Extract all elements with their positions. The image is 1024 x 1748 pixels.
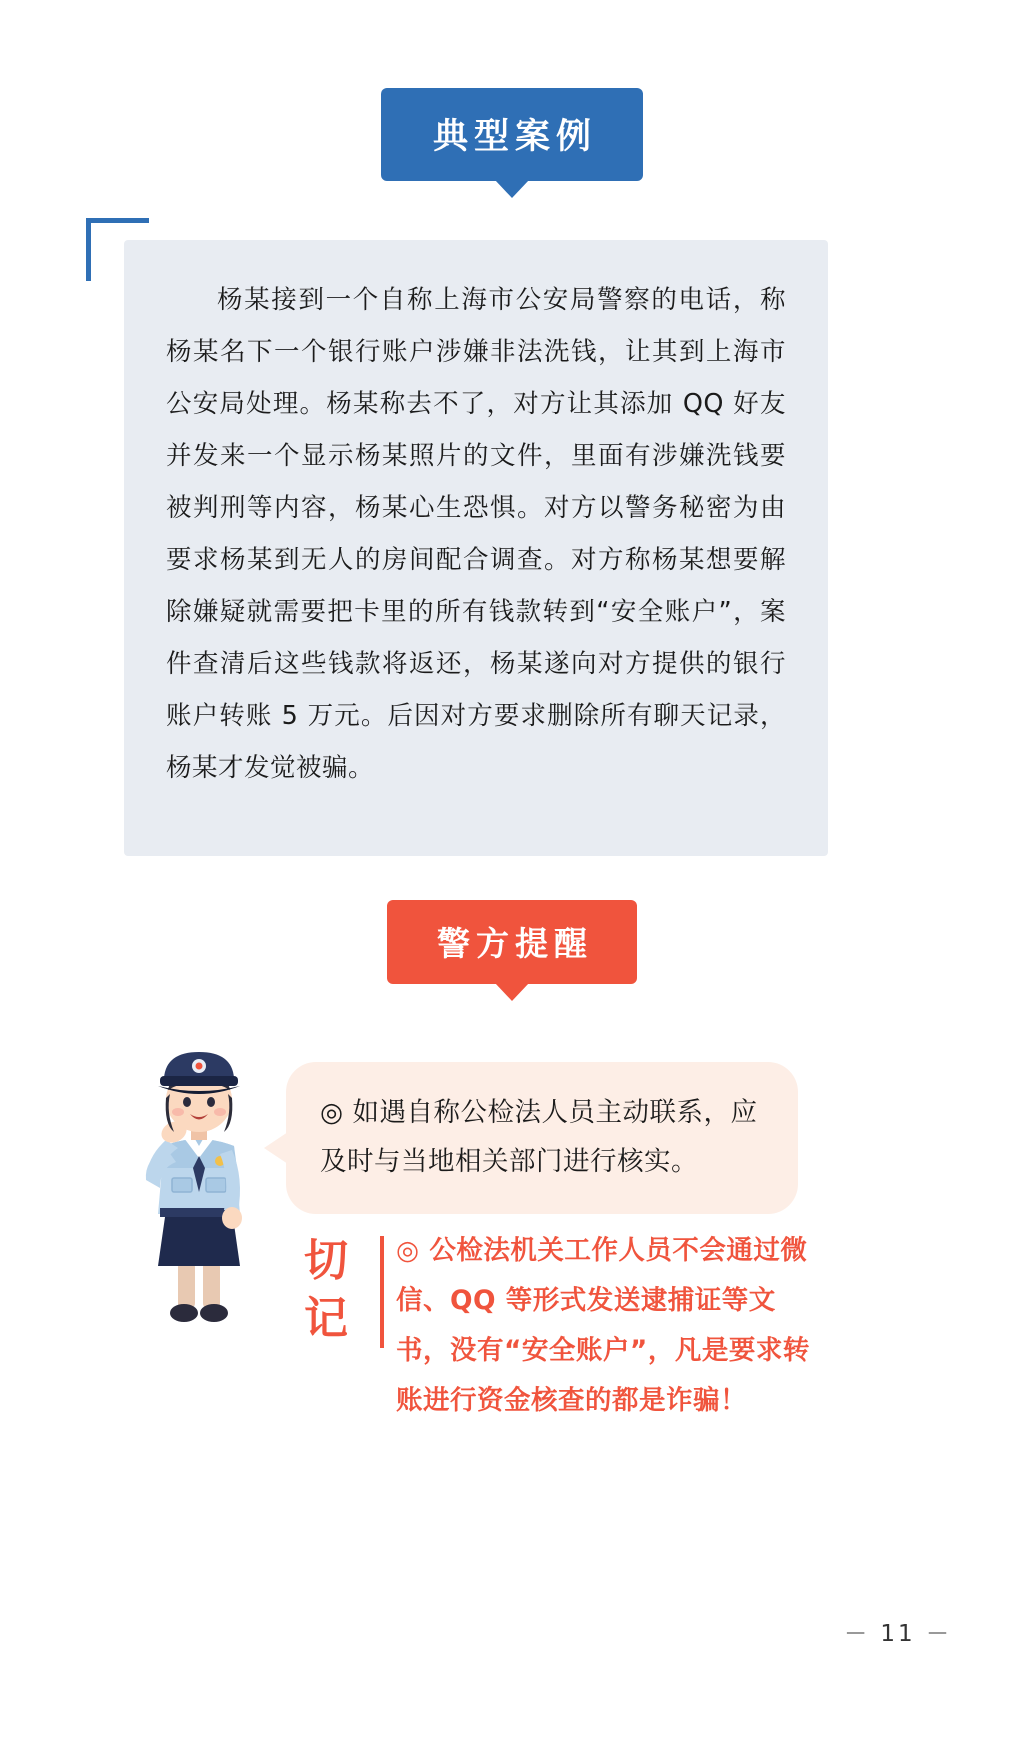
bubble-tail-icon: [264, 1132, 288, 1164]
banner-tail-icon: [495, 983, 529, 1001]
remember-divider: [380, 1236, 384, 1348]
case-body-text: 杨某接到一个自称上海市公安局警察的电话，称杨某名下一个银行账户涉嫌非法洗钱，让其到上海市公安局处理。杨某称去不了，对方让其添加 QQ 好友并发来一个显示杨某照片的文件，里面有涉嫌洗钱要被判刑等内容，杨某心生恐惧。对方以警务秘密为由要求杨某到无人的房间配合调查。对方称杨某想要解除嫌疑就需要把卡里的所有钱款转到“安全账户”，案件查清后这些钱款将返还，杨某遂向对方提供的银行账户转账 5 万元。后因对方要求删除所有聊天记录，杨某才发觉被骗。: [166, 285, 786, 783]
banner-label-police-tip: 警方提醒: [437, 924, 593, 963]
banner-tail-icon: [495, 180, 529, 198]
banner-label-case: 典型案例: [432, 116, 597, 157]
remember-text: ◎ 公检法机关工作人员不会通过微信、QQ 等形式发送逮捕证等文书，没有“安全账户”，凡是要求转账进行资金核查的都是诈骗！: [396, 1235, 810, 1416]
police-officer-illustration: [108, 1028, 288, 1328]
banner-pill-case: [381, 88, 643, 181]
case-card-frame: [86, 218, 826, 828]
section-banner-case: [0, 88, 1024, 181]
remember-label: 切记: [304, 1235, 348, 1344]
section-banner-police-tip: [0, 900, 1024, 984]
police-tip-bubble-text: ◎ 如遇自称公检法人员主动联系，应及时与当地相关部门进行核实。: [320, 1097, 758, 1177]
page-number: － 11 －: [844, 1621, 952, 1647]
banner-pill-police-tip: [387, 900, 637, 984]
case-text-box: [124, 240, 828, 856]
police-tip-bubble: [286, 1062, 798, 1214]
